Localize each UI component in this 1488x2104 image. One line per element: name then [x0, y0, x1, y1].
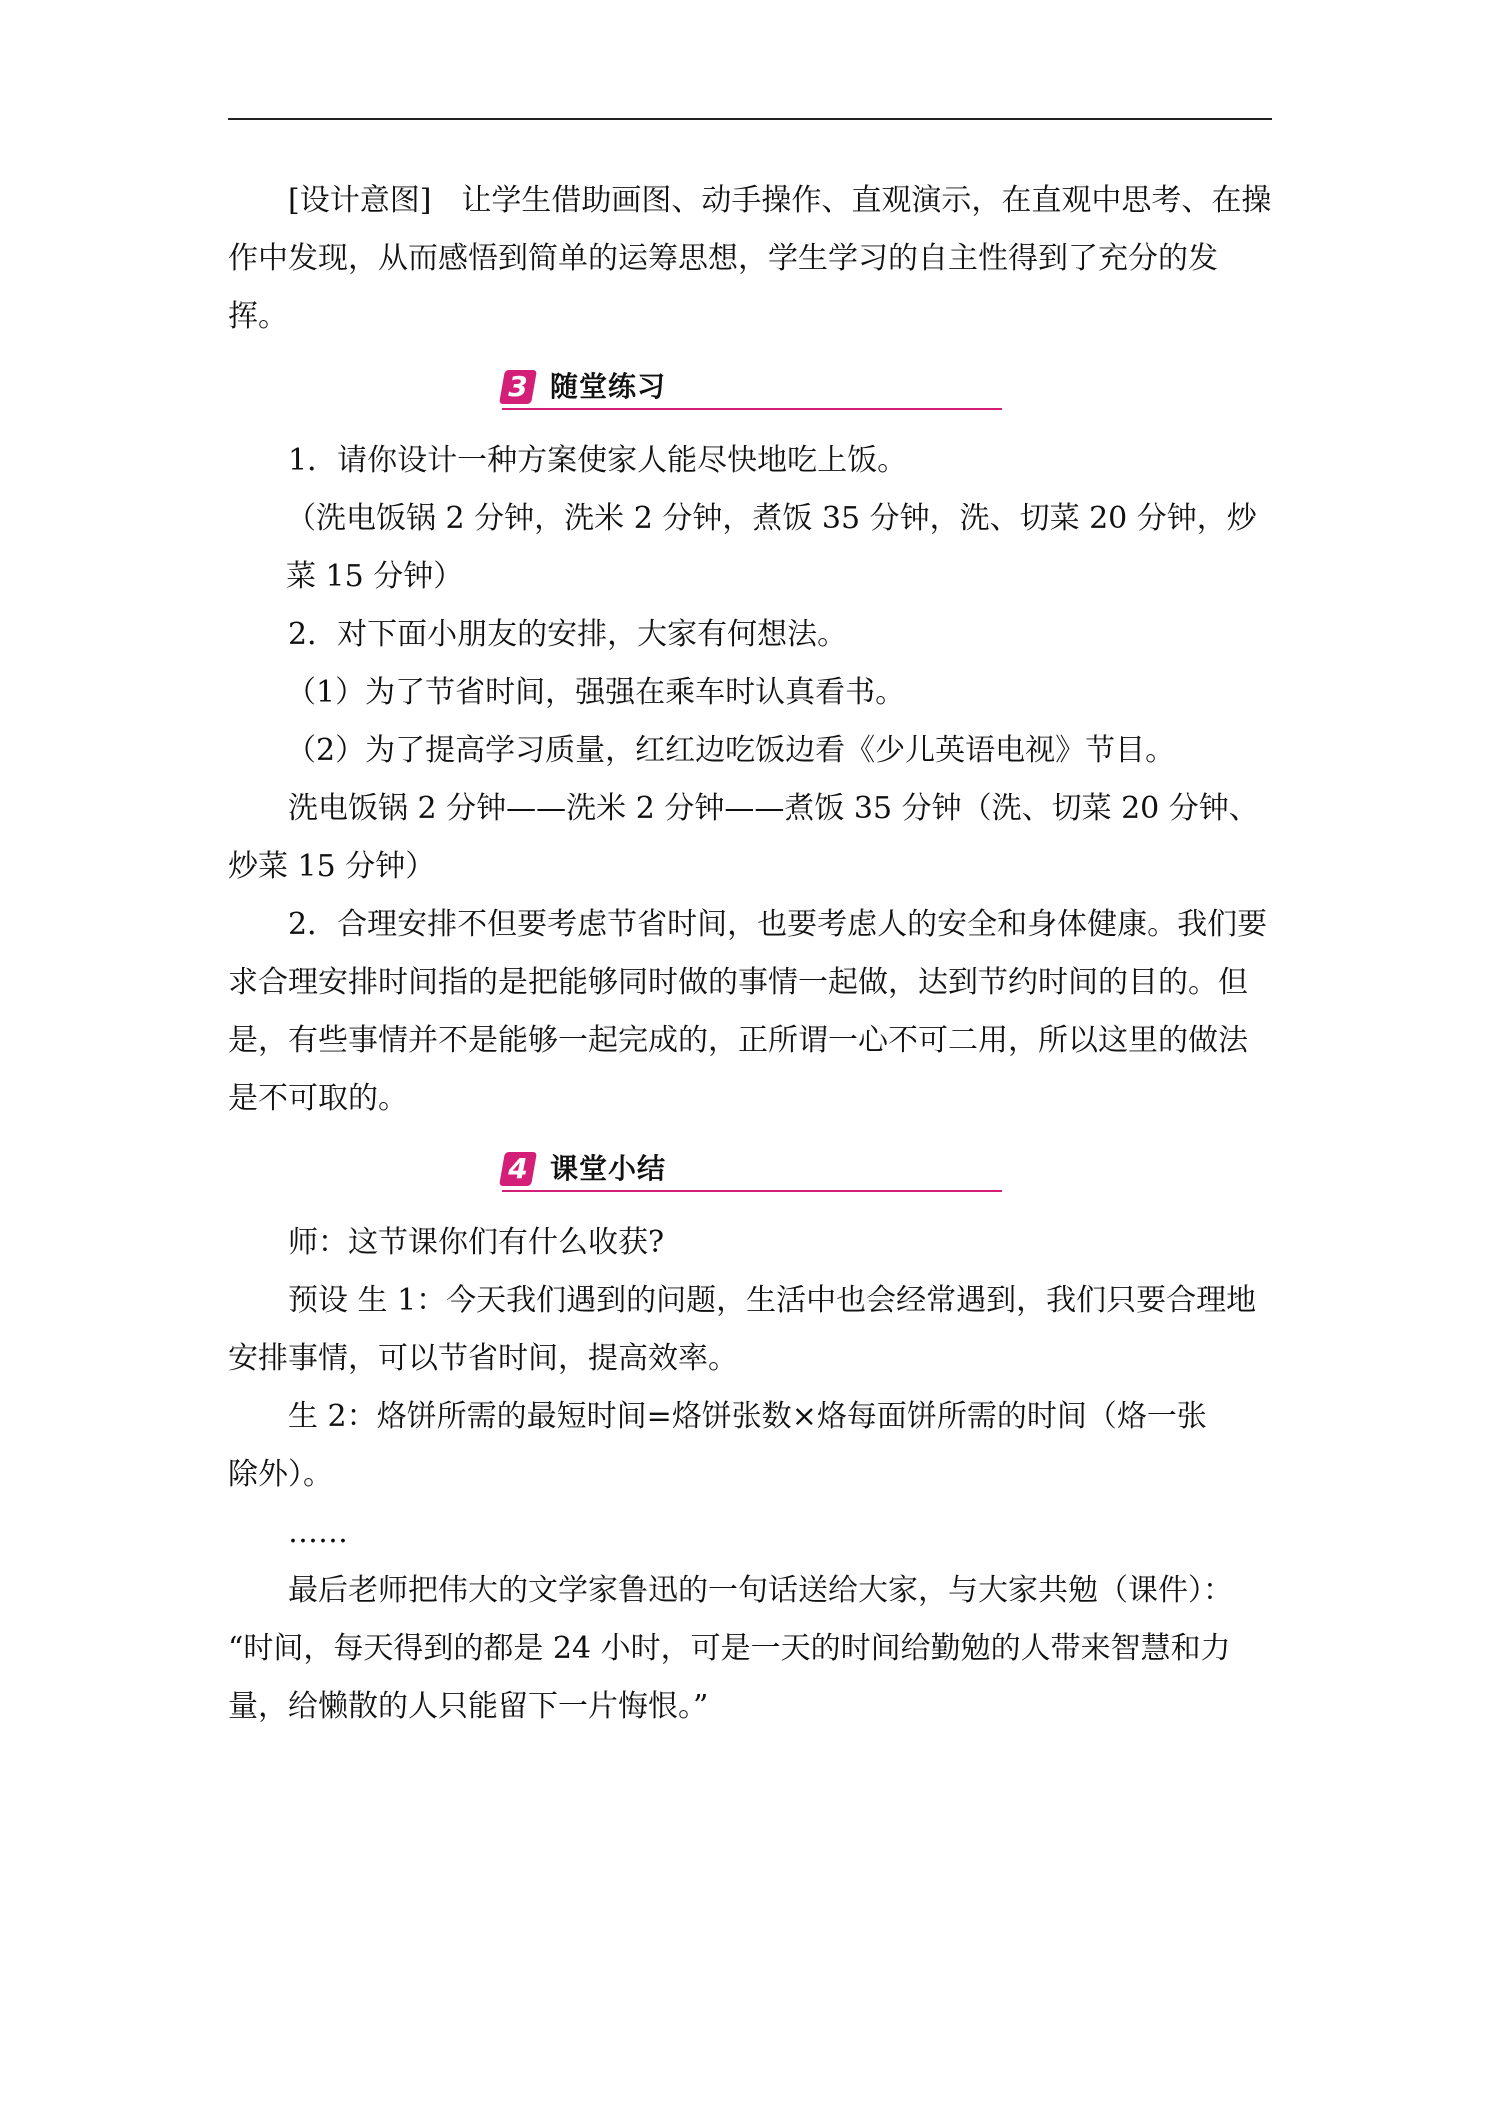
- exercise-question-2-item-1: （1）为了节省时间，强强在乘车时认真看书。: [286, 675, 906, 710]
- section-heading-practice: [502, 364, 1002, 412]
- design-intent-paragraph: [228, 172, 1272, 346]
- design-intent-text: 让学生借助画图、动手操作、直观演示，在直观中思考、在操作中发现，从而感悟到简单的运筹思想，学生学习的自主性得到了充分的发挥。: [228, 183, 1272, 334]
- design-intent-label: [设计意图]: [288, 183, 432, 218]
- exercise-answer-1: 洗电饭锅 2 分钟——洗米 2 分钟——煮饭 35 分钟（洗、切菜 20 分钟、炒菜 15 分钟）: [228, 791, 1259, 884]
- exercise-question-1-note: （洗电饭锅 2 分钟，洗米 2 分钟，煮饭 35 分钟，洗、切菜 20 分钟，炒菜 15 分钟）: [286, 501, 1257, 594]
- exercise-question-2-item-2: （2）为了提高学习质量，红红边吃饭边看《少儿英语电视》节目。: [286, 733, 1176, 768]
- summary-student-2: 生 2：烙饼所需的最短时间=烙饼张数×烙每面饼所需的时间（烙一张除外）。: [228, 1399, 1207, 1492]
- section-underline: [502, 1190, 1002, 1192]
- section-underline: [502, 408, 1002, 410]
- section-number: 4: [508, 1152, 528, 1185]
- summary-quote: “时间，每天得到的都是 24 小时，可是一天的时间给勤勉的人带来智慧和力量，给懒散的人只能留下一片悔恨。”: [228, 1631, 1231, 1724]
- section-number: 3: [508, 370, 528, 403]
- summary-teacher-question: 师：这节课你们有什么收获?: [288, 1225, 665, 1260]
- summary-ellipsis: ……: [288, 1515, 348, 1550]
- section-title: 随堂练习: [550, 370, 667, 403]
- exercise-question-1-note-line1: [286, 490, 1272, 606]
- exercise-question-1: 1．请你设计一种方案使家人能尽快地吃上饭。: [288, 443, 908, 478]
- exercise-question-2: 2．对下面小朋友的安排，大家有何想法。: [288, 617, 848, 652]
- section-title: 课堂小结: [550, 1152, 667, 1185]
- section-heading-summary: [502, 1146, 1002, 1194]
- header-rule: [228, 118, 1272, 120]
- summary-student-1: 预设 生 1：今天我们遇到的问题，生活中也会经常遇到，我们只要合理地安排事情，可以节省时间，提高效率。: [228, 1283, 1257, 1376]
- exercise-answer-2: 2．合理安排不但要考虑节省时间，也要考虑人的安全和身体健康。我们要求合理安排时间指的是把能够同时做的事情一起做，达到节约时间的目的。但是，有些事情并不是能够一起完成的，正所谓一心不可二用，所以这里的做法是不可取的。: [228, 907, 1268, 1116]
- summary-closing: 最后老师把伟大的文学家鲁迅的一句话送给大家，与大家共勉（课件）：: [288, 1573, 1233, 1608]
